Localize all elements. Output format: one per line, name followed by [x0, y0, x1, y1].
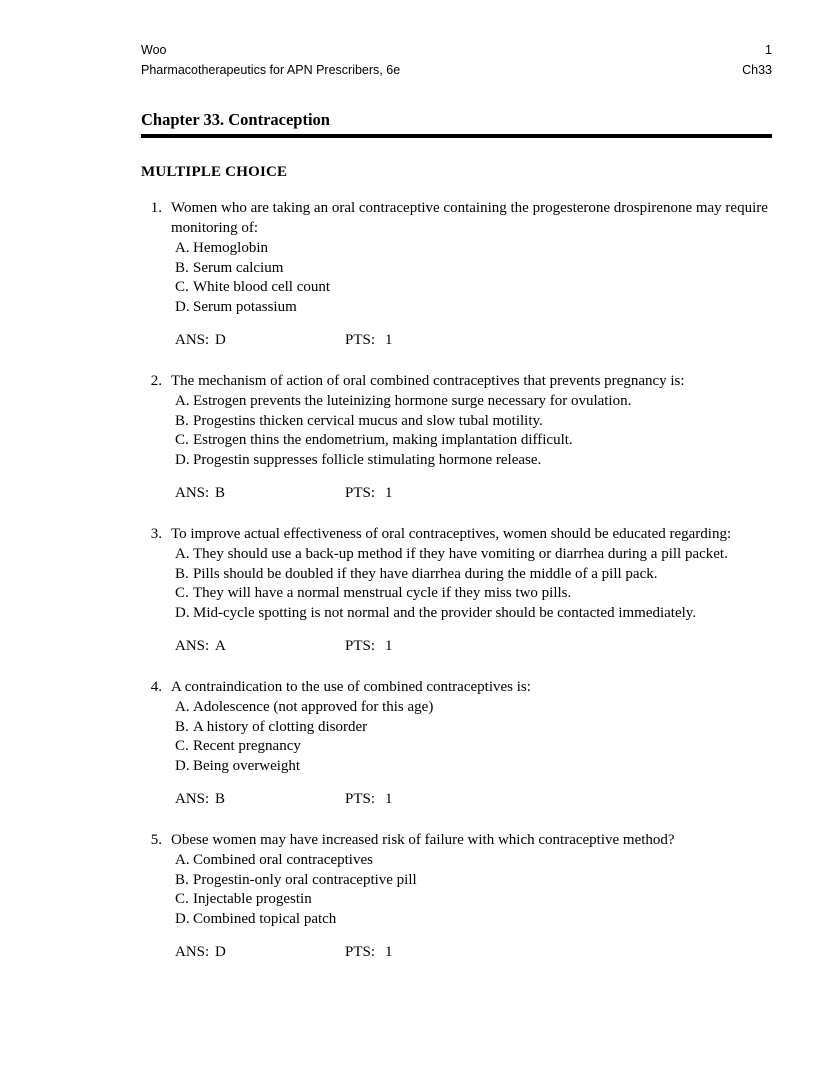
option-item: [171, 259, 772, 279]
title-divider: [141, 134, 772, 138]
option-letter: B.: [175, 565, 189, 582]
option-item: [171, 757, 772, 777]
option-letter: D.: [175, 298, 190, 315]
option-item: [171, 890, 772, 910]
question-item: [141, 831, 772, 963]
answer-label: ANS:: [175, 944, 210, 960]
header-author: Woo: [141, 43, 167, 57]
option-letter: D.: [175, 451, 190, 468]
section-title: MULTIPLE CHOICE: [141, 164, 288, 180]
answer-row: [171, 637, 772, 657]
option-item: [171, 412, 772, 432]
option-text: A history of clotting disorder: [193, 718, 368, 735]
answer-label: ANS:: [175, 332, 210, 348]
option-letter: A.: [175, 546, 190, 562]
option-text: Adolescence (not approved for this age): [193, 699, 434, 715]
option-text: Injectable progestin: [193, 891, 312, 907]
option-text: Recent pregnancy: [193, 738, 301, 754]
option-letter: B.: [175, 718, 189, 735]
options-list: [171, 851, 772, 929]
option-text: Progestin suppresses follicle stimulating hormone release.: [193, 451, 542, 468]
option-text: Combined topical patch: [193, 910, 337, 927]
question-stem: Women who are taking an oral contraceptive containing the progesterone drospirenone may require monitoring of:: [171, 200, 768, 236]
question-item: [141, 525, 772, 657]
answer-row: [171, 943, 772, 963]
option-text: Hemoglobin: [193, 240, 268, 256]
answer-label: ANS:: [175, 485, 210, 501]
option-text: Combined oral contraceptives: [193, 852, 373, 868]
option-item: [171, 718, 772, 738]
question-stem: A contraindication to the use of combined contraceptives is:: [171, 678, 531, 695]
option-letter: A.: [175, 240, 190, 256]
header-chapter-code: Ch33: [742, 63, 772, 77]
header-book-title: Pharmacotherapeutics for APN Prescribers, 6e: [141, 63, 401, 77]
option-letter: A.: [175, 393, 190, 409]
question-number: 3.: [150, 525, 162, 542]
points-value: 1: [385, 944, 393, 960]
points-value: 1: [385, 791, 393, 807]
question-item: [141, 199, 772, 351]
question-body: [171, 831, 772, 963]
question-number: 2.: [150, 372, 162, 389]
option-text: White blood cell count: [193, 279, 331, 295]
options-list: [171, 698, 772, 776]
option-text: They will have a normal menstrual cycle if they miss two pills.: [193, 585, 572, 601]
answer-value: D: [215, 944, 226, 960]
question-stem: Obese women may have increased risk of failure with which contraceptive method?: [171, 831, 675, 848]
option-text: They should use a back-up method if they have vomiting or diarrhea during a pill packet.: [193, 546, 728, 562]
options-list: [171, 392, 772, 470]
header-row-2: [141, 60, 772, 80]
option-item: [171, 565, 772, 585]
option-text: Estrogen thins the endometrium, making implantation difficult.: [193, 432, 573, 448]
question-number: 1.: [150, 200, 162, 216]
option-letter: B.: [175, 412, 189, 429]
option-text: Progestin-only oral contraceptive pill: [193, 871, 417, 888]
question-number: 5.: [150, 831, 162, 848]
questions-list: [141, 199, 772, 963]
chapter-title: Chapter 33. Contraception: [141, 110, 330, 129]
option-item: [171, 545, 772, 565]
points-label: PTS:: [345, 791, 376, 807]
answer-value: B: [215, 485, 226, 501]
option-text: Serum potassium: [193, 298, 297, 315]
option-item: [171, 737, 772, 757]
option-item: [171, 584, 772, 604]
question-item: [141, 678, 772, 810]
points-label: PTS:: [345, 332, 376, 348]
question-body: [171, 372, 772, 504]
option-letter: B.: [175, 259, 189, 276]
option-letter: D.: [175, 604, 190, 621]
question-item: [141, 372, 772, 504]
option-text: Mid-cycle spotting is not normal and the provider should be contacted immediately.: [193, 604, 697, 621]
option-text: Being overweight: [193, 757, 301, 774]
header-page-number: 1: [765, 43, 772, 57]
option-text: Pills should be doubled if they have diarrhea during the middle of a pill pack.: [193, 565, 658, 582]
points-label: PTS:: [345, 638, 376, 654]
header-row-1: [141, 40, 772, 60]
answer-row: [171, 790, 772, 810]
points-value: 1: [385, 485, 393, 501]
points-label: PTS:: [345, 485, 376, 501]
answer-value: A: [215, 638, 226, 654]
option-item: [171, 431, 772, 451]
option-letter: A.: [175, 699, 190, 715]
question-body: [171, 678, 772, 810]
option-letter: C.: [175, 738, 189, 754]
answer-label: ANS:: [175, 791, 210, 807]
page-header: [141, 40, 772, 80]
points-value: 1: [385, 638, 393, 654]
options-list: [171, 545, 772, 623]
option-letter: D.: [175, 910, 190, 927]
option-letter: A.: [175, 852, 190, 868]
answer-row: [171, 331, 772, 351]
option-item: [171, 910, 772, 930]
option-letter: C.: [175, 585, 189, 601]
question-number: 4.: [150, 678, 162, 695]
option-text: Serum calcium: [193, 259, 284, 276]
points-value: 1: [385, 332, 393, 348]
option-letter: C.: [175, 432, 189, 448]
option-item: [171, 698, 772, 718]
option-item: [171, 451, 772, 471]
option-text: Estrogen prevents the luteinizing hormone surge necessary for ovulation.: [193, 393, 632, 409]
option-item: [171, 278, 772, 298]
question-stem: To improve actual effectiveness of oral contraceptives, women should be educated regarding:: [171, 525, 732, 542]
option-item: [171, 851, 772, 871]
answer-label: ANS:: [175, 638, 210, 654]
option-text: Progestins thicken cervical mucus and slow tubal motility.: [193, 412, 543, 429]
options-list: [171, 239, 772, 317]
question-body: [171, 199, 772, 351]
option-item: [171, 871, 772, 891]
option-letter: C.: [175, 891, 189, 907]
question-body: [171, 525, 772, 657]
points-label: PTS:: [345, 944, 376, 960]
question-stem: The mechanism of action of oral combined contraceptives that prevents pregnancy is:: [171, 372, 685, 389]
option-letter: D.: [175, 757, 190, 774]
answer-value: B: [215, 791, 226, 807]
option-item: [171, 604, 772, 624]
option-item: [171, 239, 772, 259]
answer-row: [171, 484, 772, 504]
option-letter: B.: [175, 871, 189, 888]
option-item: [171, 298, 772, 318]
answer-value: D: [215, 332, 226, 348]
option-letter: C.: [175, 279, 189, 295]
option-item: [171, 392, 772, 412]
